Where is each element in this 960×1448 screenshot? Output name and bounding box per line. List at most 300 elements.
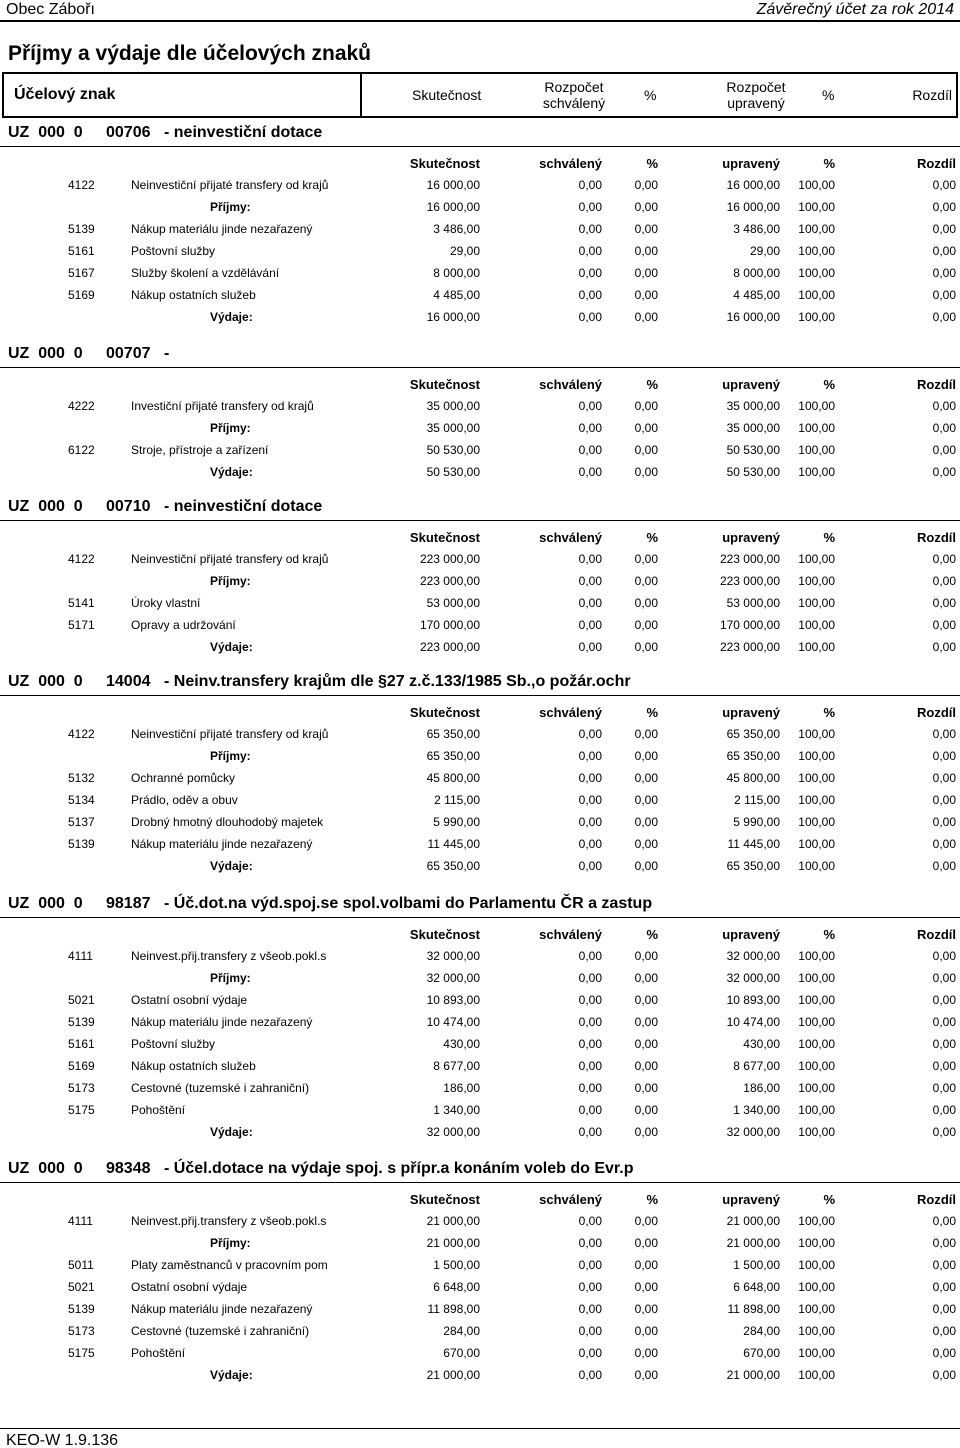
value-sku: 1 340,00 (433, 1103, 480, 1117)
item-name: Poštovní služby (131, 1037, 216, 1051)
value-sku: 223 000,00 (419, 552, 480, 566)
expense-row (0, 1101, 960, 1121)
value-sch: 0,00 (578, 574, 602, 588)
value-p2: 100,00 (798, 1280, 835, 1294)
value-roz: 0,00 (932, 1368, 956, 1382)
colhead-sku: Skutečnost (409, 705, 480, 720)
value-sku: 16 000,00 (426, 310, 480, 324)
income-row (0, 1212, 960, 1232)
expense-row (0, 594, 960, 614)
value-sch: 0,00 (578, 1324, 602, 1338)
value-sku: 50 530,00 (426, 465, 480, 479)
value-p2: 100,00 (798, 971, 835, 985)
item-code: 5173 (68, 1081, 95, 1095)
income-total-label: Příjmy: (210, 1236, 251, 1250)
value-p2: 100,00 (798, 859, 835, 873)
value-p2: 100,00 (798, 640, 835, 654)
income-total-label: Příjmy: (210, 749, 251, 763)
item-name: Neinvest.přij.transfery z všeob.pokl.s (131, 949, 327, 963)
expense-row (0, 991, 960, 1011)
value-p1: 0,00 (634, 1302, 658, 1316)
expense-row (0, 1256, 960, 1276)
value-upr: 223 000,00 (719, 574, 780, 588)
value-p2: 100,00 (798, 399, 835, 413)
section-code: 14004 (106, 673, 151, 690)
value-p1: 0,00 (634, 859, 658, 873)
value-p1: 0,00 (634, 1368, 658, 1382)
value-p2: 100,00 (798, 949, 835, 963)
value-sku: 11 445,00 (427, 837, 480, 851)
income-total-label: Příjmy: (210, 574, 251, 588)
item-name: Cestovné (tuzemské i zahraniční) (131, 1081, 310, 1095)
value-sch: 0,00 (578, 1214, 602, 1228)
value-p1: 0,00 (634, 1258, 658, 1272)
value-upr: 53 000,00 (726, 596, 780, 610)
section-name: - Účel.dotace na výdaje spoj. s přípr.a konáním voleb do Evr.p (164, 1160, 634, 1177)
value-sku: 50 530,00 (426, 443, 480, 457)
item-name: Opravy a udržování (131, 618, 236, 632)
income-total-label: Příjmy: (210, 971, 251, 985)
colhead-sku: Skutečnost (409, 156, 480, 171)
value-p2: 100,00 (798, 1059, 835, 1073)
item-code: 4111 (68, 949, 93, 963)
value-p2: 100,00 (798, 793, 835, 807)
value-p2: 100,00 (798, 837, 835, 851)
value-upr: 50 530,00 (726, 465, 780, 479)
value-sch: 0,00 (578, 244, 602, 258)
expense-total-label: Výdaje: (210, 859, 253, 873)
header-rozdil: Rozdíl (912, 87, 952, 103)
value-p2: 100,00 (798, 288, 835, 302)
value-sch: 0,00 (578, 971, 602, 985)
item-name: Nákup ostatních služeb (131, 1059, 256, 1073)
expense-row (0, 1344, 960, 1364)
item-code: 5139 (68, 1302, 95, 1316)
value-p2: 100,00 (798, 749, 835, 763)
value-sku: 284,00 (443, 1324, 480, 1338)
value-roz: 0,00 (932, 421, 956, 435)
value-p1: 0,00 (634, 421, 658, 435)
value-upr: 32 000,00 (726, 949, 780, 963)
value-p2: 100,00 (798, 1324, 835, 1338)
value-p1: 0,00 (634, 288, 658, 302)
item-name: Neinvestiční přijaté transfery od krajů (131, 552, 329, 566)
section-uz: UZ 000 0 (8, 673, 83, 690)
value-sch: 0,00 (578, 1059, 602, 1073)
value-upr: 29,00 (749, 244, 780, 258)
item-name: Pohoštění (131, 1346, 186, 1360)
value-p1: 0,00 (634, 1214, 658, 1228)
value-sch: 0,00 (578, 949, 602, 963)
expense-row (0, 813, 960, 833)
value-p2: 100,00 (798, 310, 835, 324)
item-code: 5134 (68, 793, 95, 807)
value-upr: 1 340,00 (733, 1103, 780, 1117)
value-p1: 0,00 (634, 266, 658, 280)
value-sku: 32 000,00 (426, 971, 480, 985)
value-upr: 670,00 (743, 1346, 780, 1360)
income-total-row (0, 1234, 960, 1254)
section-uz: UZ 000 0 (8, 895, 83, 912)
value-upr: 16 000,00 (726, 178, 780, 192)
value-upr: 65 350,00 (726, 859, 780, 873)
value-p2: 100,00 (798, 1015, 835, 1029)
colhead-upr: upravený (722, 705, 780, 720)
expense-row (0, 242, 960, 262)
value-p2: 100,00 (798, 266, 835, 280)
value-sch: 0,00 (578, 200, 602, 214)
value-roz: 0,00 (932, 859, 956, 873)
item-code: 5141 (68, 596, 95, 610)
section-title (8, 1160, 633, 1178)
value-p2: 100,00 (798, 200, 835, 214)
colhead-p2: % (823, 377, 835, 392)
value-p2: 100,00 (798, 574, 835, 588)
colhead-p2: % (823, 927, 835, 942)
value-roz: 0,00 (932, 1302, 956, 1316)
value-p1: 0,00 (634, 971, 658, 985)
value-sku: 65 350,00 (426, 727, 480, 741)
value-sch: 0,00 (578, 421, 602, 435)
income-total-label: Příjmy: (210, 200, 251, 214)
value-roz: 0,00 (932, 266, 956, 280)
colhead-sch: schválený (539, 705, 602, 720)
value-sch: 0,00 (578, 288, 602, 302)
expense-row (0, 1057, 960, 1077)
value-upr: 2 115,00 (734, 793, 780, 807)
value-p1: 0,00 (634, 949, 658, 963)
value-roz: 0,00 (932, 1103, 956, 1117)
value-upr: 32 000,00 (726, 1125, 780, 1139)
expense-total-row (0, 638, 960, 658)
value-p1: 0,00 (634, 1081, 658, 1095)
expense-total-row (0, 857, 960, 877)
value-sch: 0,00 (578, 1368, 602, 1382)
item-name: Nákup materiálu jinde nezařazený (131, 837, 313, 851)
value-upr: 1 500,00 (733, 1258, 780, 1272)
value-sku: 45 800,00 (426, 771, 480, 785)
value-sku: 16 000,00 (426, 200, 480, 214)
section-column-header (0, 530, 960, 548)
value-p2: 100,00 (798, 552, 835, 566)
value-upr: 45 800,00 (726, 771, 780, 785)
value-sch: 0,00 (578, 443, 602, 457)
income-total-row (0, 969, 960, 989)
colhead-p2: % (823, 156, 835, 171)
section-divider (0, 1182, 960, 1183)
item-name: Nákup materiálu jinde nezařazený (131, 222, 313, 236)
value-upr: 35 000,00 (726, 399, 780, 413)
section-title (8, 895, 652, 913)
item-code: 4122 (68, 552, 95, 566)
colhead-sch: schválený (539, 1192, 602, 1207)
section-name: - neinvestiční dotace (164, 498, 323, 515)
value-sku: 21 000,00 (426, 1368, 480, 1382)
value-upr: 223 000,00 (719, 552, 780, 566)
section-divider (0, 520, 960, 521)
value-p2: 100,00 (798, 771, 835, 785)
value-upr: 284,00 (743, 1324, 780, 1338)
value-sku: 32 000,00 (426, 949, 480, 963)
municipality-name: Obec Zábořı (6, 1, 95, 18)
section-code: 00706 (106, 124, 151, 141)
value-roz: 0,00 (932, 993, 956, 1007)
item-code: 5175 (68, 1346, 95, 1360)
item-code: 4111 (68, 1214, 93, 1228)
colhead-p1: % (646, 530, 658, 545)
value-sku: 8 000,00 (433, 266, 480, 280)
value-p1: 0,00 (634, 178, 658, 192)
value-p1: 0,00 (634, 1280, 658, 1294)
value-upr: 65 350,00 (726, 749, 780, 763)
value-roz: 0,00 (932, 793, 956, 807)
value-p2: 100,00 (798, 815, 835, 829)
colhead-upr: upravený (722, 1192, 780, 1207)
colhead-upr: upravený (722, 156, 780, 171)
value-roz: 0,00 (932, 727, 956, 741)
value-p1: 0,00 (634, 1059, 658, 1073)
item-code: 5137 (68, 815, 95, 829)
value-upr: 3 486,00 (733, 222, 780, 236)
value-sch: 0,00 (578, 399, 602, 413)
value-p2: 100,00 (798, 465, 835, 479)
income-row (0, 550, 960, 570)
value-roz: 0,00 (932, 1081, 956, 1095)
value-roz: 0,00 (932, 618, 956, 632)
expense-row (0, 1278, 960, 1298)
value-upr: 10 474,00 (726, 1015, 780, 1029)
value-sku: 11 898,00 (427, 1302, 480, 1316)
colhead-p1: % (646, 1192, 658, 1207)
colhead-upr: upravený (722, 377, 780, 392)
value-p1: 0,00 (634, 993, 658, 1007)
value-p1: 0,00 (634, 793, 658, 807)
value-sch: 0,00 (578, 727, 602, 741)
value-sku: 65 350,00 (426, 859, 480, 873)
value-sku: 16 000,00 (426, 178, 480, 192)
value-sch: 0,00 (578, 749, 602, 763)
income-row (0, 947, 960, 967)
value-sch: 0,00 (578, 837, 602, 851)
value-p2: 100,00 (798, 993, 835, 1007)
value-sch: 0,00 (578, 1081, 602, 1095)
section-divider (0, 917, 960, 918)
value-roz: 0,00 (932, 465, 956, 479)
section-uz: UZ 000 0 (8, 1160, 83, 1177)
colhead-p1: % (646, 377, 658, 392)
section-name: - Neinv.transfery krajům dle §27 z.č.133/1985 Sb.,o požár.ochr (164, 673, 631, 690)
value-sch: 0,00 (578, 993, 602, 1007)
page-title: Příjmy a výdaje dle účelových znaků (8, 42, 371, 65)
value-p2: 100,00 (798, 1346, 835, 1360)
section-title (8, 673, 631, 691)
value-p2: 100,00 (798, 1103, 835, 1117)
value-sch: 0,00 (578, 815, 602, 829)
value-upr: 8 000,00 (733, 266, 780, 280)
value-sch: 0,00 (578, 222, 602, 236)
header-skutecnost: Skutečnost (412, 87, 482, 103)
value-sch: 0,00 (578, 1015, 602, 1029)
value-roz: 0,00 (932, 1346, 956, 1360)
colhead-roz: Rozdíl (917, 530, 956, 545)
expense-row (0, 1322, 960, 1342)
value-upr: 5 990,00 (733, 815, 780, 829)
item-name: Stroje, přístroje a zařízení (131, 443, 269, 457)
item-code: 5169 (68, 1059, 95, 1073)
value-upr: 21 000,00 (726, 1214, 780, 1228)
value-sch: 0,00 (578, 178, 602, 192)
item-name: Drobný hmotný dlouhodobý majetek (131, 815, 324, 829)
value-sku: 8 677,00 (433, 1059, 480, 1073)
item-name: Neinvestiční přijaté transfery od krajů (131, 178, 329, 192)
value-p2: 100,00 (798, 1258, 835, 1272)
item-name: Služby školení a vzdělávání (131, 266, 280, 280)
value-p2: 100,00 (798, 443, 835, 457)
expense-row (0, 616, 960, 636)
value-upr: 223 000,00 (719, 640, 780, 654)
value-roz: 0,00 (932, 1214, 956, 1228)
value-p2: 100,00 (798, 1236, 835, 1250)
value-sku: 170 000,00 (419, 618, 480, 632)
value-upr: 65 350,00 (726, 727, 780, 741)
item-name: Úroky vlastní (131, 596, 201, 610)
report-name: Závěrečný účet za rok 2014 (756, 1, 954, 18)
colhead-sku: Skutečnost (409, 1192, 480, 1207)
expense-total-row (0, 1366, 960, 1386)
item-name: Neinvest.přij.transfery z všeob.pokl.s (131, 1214, 327, 1228)
colhead-p1: % (646, 705, 658, 720)
item-name: Pohoštění (131, 1103, 186, 1117)
value-upr: 35 000,00 (726, 421, 780, 435)
value-sch: 0,00 (578, 1037, 602, 1051)
value-sku: 10 893,00 (426, 993, 480, 1007)
section-uz: UZ 000 0 (8, 498, 83, 515)
value-p1: 0,00 (634, 552, 658, 566)
colhead-roz: Rozdíl (917, 705, 956, 720)
colhead-sch: schválený (539, 927, 602, 942)
value-roz: 0,00 (932, 1015, 956, 1029)
value-p1: 0,00 (634, 815, 658, 829)
value-p2: 100,00 (798, 421, 835, 435)
value-sch: 0,00 (578, 1125, 602, 1139)
section-name: - (164, 345, 170, 362)
value-sch: 0,00 (578, 596, 602, 610)
value-sku: 53 000,00 (426, 596, 480, 610)
value-p1: 0,00 (634, 749, 658, 763)
colhead-p2: % (823, 705, 835, 720)
value-p1: 0,00 (634, 222, 658, 236)
value-roz: 0,00 (932, 837, 956, 851)
value-upr: 16 000,00 (726, 200, 780, 214)
expense-row (0, 1035, 960, 1055)
colhead-roz: Rozdíl (917, 927, 956, 942)
value-upr: 186,00 (743, 1081, 780, 1095)
value-roz: 0,00 (932, 244, 956, 258)
item-name: Ostatní osobní výdaje (131, 993, 248, 1007)
value-roz: 0,00 (932, 596, 956, 610)
value-upr: 32 000,00 (726, 971, 780, 985)
income-total-label: Příjmy: (210, 421, 251, 435)
value-p1: 0,00 (634, 1236, 658, 1250)
expense-total-label: Výdaje: (210, 465, 253, 479)
value-p2: 100,00 (798, 222, 835, 236)
income-total-row (0, 419, 960, 439)
value-p2: 100,00 (798, 244, 835, 258)
item-name: Nákup ostatních služeb (131, 288, 256, 302)
value-upr: 6 648,00 (733, 1280, 780, 1294)
income-row (0, 397, 960, 417)
value-upr: 4 485,00 (733, 288, 780, 302)
expense-total-label: Výdaje: (210, 1368, 253, 1382)
value-upr: 10 893,00 (726, 993, 780, 1007)
value-upr: 11 445,00 (727, 837, 780, 851)
item-code: 5132 (68, 771, 95, 785)
value-p1: 0,00 (634, 1125, 658, 1139)
section-title (8, 345, 169, 363)
colhead-upr: upravený (722, 927, 780, 942)
value-p2: 100,00 (798, 1214, 835, 1228)
header-rozpocet-upraveny: Rozpočet upravený (726, 79, 786, 111)
value-p1: 0,00 (634, 200, 658, 214)
item-name: Ostatní osobní výdaje (131, 1280, 248, 1294)
value-p1: 0,00 (634, 1037, 658, 1051)
expense-row (0, 1300, 960, 1320)
item-name: Platy zaměstnanců v pracovním pom (131, 1258, 328, 1272)
value-upr: 170 000,00 (719, 618, 780, 632)
value-p1: 0,00 (634, 640, 658, 654)
value-upr: 16 000,00 (726, 310, 780, 324)
value-p2: 100,00 (798, 1368, 835, 1382)
expense-total-row (0, 308, 960, 328)
value-roz: 0,00 (932, 222, 956, 236)
value-sch: 0,00 (578, 640, 602, 654)
item-code: 5139 (68, 222, 95, 236)
expense-row (0, 1079, 960, 1099)
value-sch: 0,00 (578, 552, 602, 566)
item-code: 4222 (68, 399, 95, 413)
income-row (0, 176, 960, 196)
item-code: 5161 (68, 244, 95, 258)
item-code: 5173 (68, 1324, 95, 1338)
colhead-p1: % (646, 156, 658, 171)
section-name: - Úč.dot.na výd.spoj.se spol.volbami do Parlamentu ČR a zastup (164, 895, 653, 912)
value-sch: 0,00 (578, 1346, 602, 1360)
value-roz: 0,00 (932, 399, 956, 413)
value-roz: 0,00 (932, 200, 956, 214)
value-roz: 0,00 (932, 288, 956, 302)
item-name: Investiční přijaté transfery od krajů (131, 399, 314, 413)
value-roz: 0,00 (932, 815, 956, 829)
value-p1: 0,00 (634, 1324, 658, 1338)
colhead-sku: Skutečnost (409, 530, 480, 545)
item-name: Prádlo, oděv a obuv (131, 793, 238, 807)
value-sku: 21 000,00 (426, 1236, 480, 1250)
value-p1: 0,00 (634, 596, 658, 610)
value-p2: 100,00 (798, 618, 835, 632)
value-upr: 8 677,00 (733, 1059, 780, 1073)
section-divider (0, 367, 960, 368)
item-name: Nákup materiálu jinde nezařazený (131, 1302, 313, 1316)
value-sku: 3 486,00 (433, 222, 480, 236)
value-roz: 0,00 (932, 1125, 956, 1139)
section-code: 98348 (106, 1160, 151, 1177)
expense-row (0, 441, 960, 461)
colhead-roz: Rozdíl (917, 1192, 956, 1207)
value-p1: 0,00 (634, 1346, 658, 1360)
value-sch: 0,00 (578, 1236, 602, 1250)
colhead-roz: Rozdíl (917, 156, 956, 171)
expense-row (0, 286, 960, 306)
